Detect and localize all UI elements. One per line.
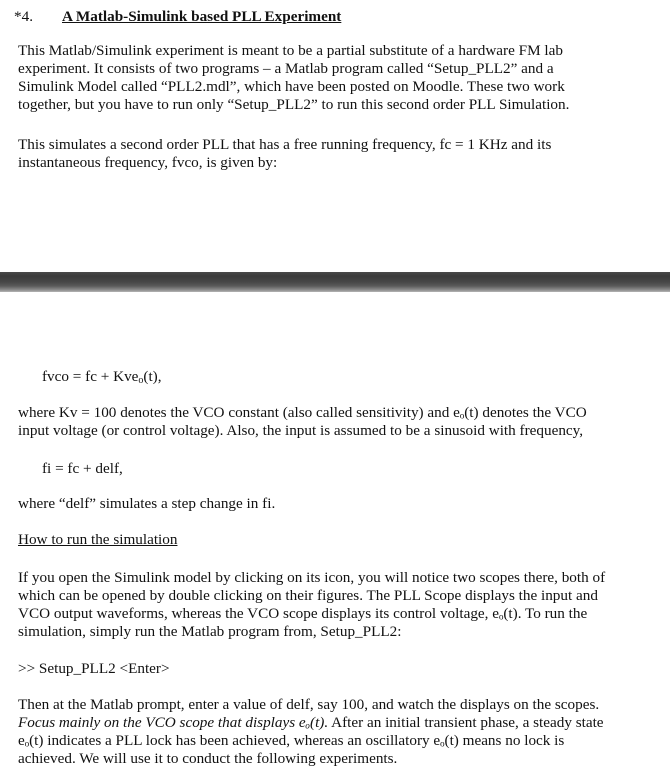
intro-line: Simulink Model called “PLL2.mdl”, which have been posted on Moodle. These two work: [18, 78, 565, 95]
kv-line: input voltage (or control voltage). Also, the input is assumed to be a sinusoid with frequency,: [18, 422, 584, 439]
final-paragraph: [18, 696, 658, 768]
section-title: A Matlab-Simulink based PLL Experiment: [62, 8, 342, 25]
intro-paragraph: [18, 42, 658, 114]
page-break-divider: [0, 272, 670, 292]
section-heading: [14, 8, 341, 26]
intro-line: experiment. It consists of two programs – a Matlab program called “Setup_PLL2” and a: [18, 60, 554, 77]
intro-line: This Matlab/Simulink experiment is meant to be a partial substitute of a hardware FM lab: [18, 42, 563, 59]
open-line: which can be opened by double clicking on their figures. The PLL Scope displays the input and: [18, 587, 598, 604]
kv-line: where Kv = 100 denotes the VCO constant (also called sensitivity) and eₒ(t) denotes the VCO: [18, 404, 587, 421]
how-to-heading: How to run the simulation: [18, 531, 178, 548]
vco-equation-subscript: o: [138, 375, 144, 386]
simulates-paragraph: [18, 136, 658, 172]
fi-equation: fi = fc + delf,: [42, 460, 123, 477]
final-line-rest: After an initial transient phase, a steady state: [328, 714, 604, 731]
vco-equation: [42, 368, 162, 390]
vco-equation-rhs: (t),: [143, 368, 162, 385]
final-line: Then at the Matlab prompt, enter a value of delf, say 100, and watch the displays on the scopes.: [18, 696, 600, 713]
open-paragraph: [18, 569, 658, 641]
command-line: >> Setup_PLL2 <Enter>: [18, 660, 170, 677]
open-line: If you open the Simulink model by clicking on its icon, you will notice two scopes there, both of: [18, 569, 606, 586]
section-number: *4.: [14, 8, 33, 25]
simulates-line: instantaneous frequency, fvco, is given by:: [18, 154, 278, 171]
vco-equation-lhs: fvco = fc + Kve: [42, 368, 139, 385]
final-line: [18, 714, 658, 732]
simulates-line: This simulates a second order PLL that has a free running frequency, fc = 1 KHz and its: [18, 136, 552, 153]
delf-line: where “delf” simulates a step change in fi.: [18, 495, 276, 512]
open-line: simulation, simply run the Matlab program from, Setup_PLL2:: [18, 623, 402, 640]
final-line: eₒ(t) indicates a PLL lock has been achieved, whereas an oscillatory eₒ(t) means no lock is: [18, 732, 565, 749]
final-line-italic: Focus mainly on the VCO scope that displays eₒ(t).: [18, 714, 329, 731]
intro-line: together, but you have to run only “Setup_PLL2” to run this second order PLL Simulation.: [18, 96, 570, 113]
open-line: VCO output waveforms, whereas the VCO scope displays its control voltage, eₒ(t). To run the: [18, 605, 588, 622]
kv-paragraph: [18, 404, 658, 440]
final-line: achieved. We will use it to conduct the following experiments.: [18, 750, 398, 767]
